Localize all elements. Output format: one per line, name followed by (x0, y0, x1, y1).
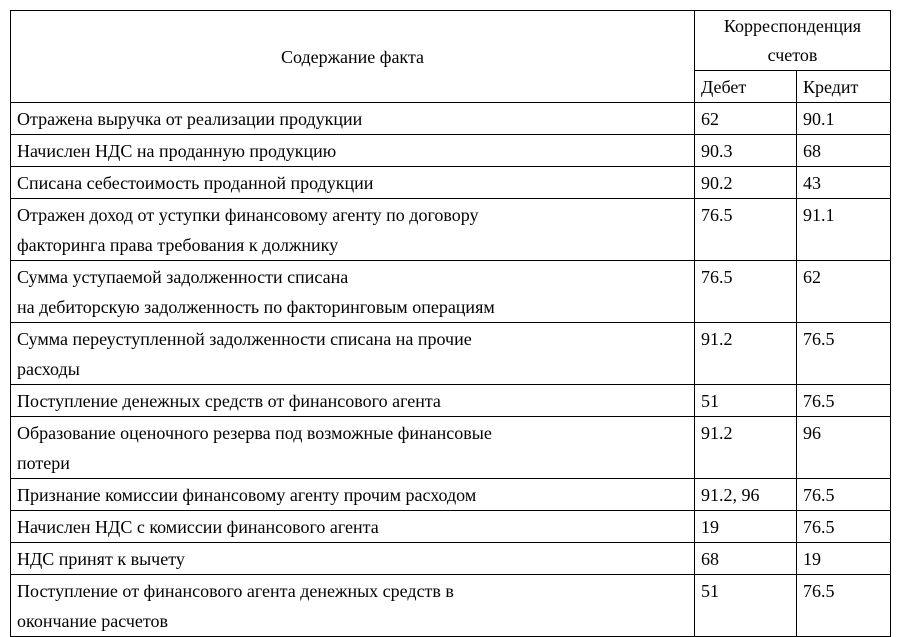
table-row (11, 385, 891, 417)
table-row (11, 103, 891, 135)
debit-cell: 62 (695, 103, 797, 135)
fact-line: Признание комиссии финансовому агенту прочим расходом (17, 485, 477, 505)
table-body (11, 103, 891, 637)
fact-cell (11, 323, 695, 385)
correspondence-column-header: Корреспонденция счетов (695, 11, 891, 71)
credit-column-header: Кредит (797, 71, 891, 103)
debit-cell: 91.2 (695, 323, 797, 385)
table-row (11, 323, 891, 385)
credit-cell: 76.5 (797, 575, 891, 637)
fact-line: Образование оценочного резерва под возможные финансовые (17, 423, 492, 443)
fact-cell (11, 167, 695, 199)
accounting-entries-table (10, 10, 891, 637)
credit-cell: 76.5 (797, 511, 891, 543)
credit-cell: 96 (797, 417, 891, 479)
table-row (11, 543, 891, 575)
fact-column-header: Содержание факта (11, 11, 695, 103)
debit-cell: 91.2, 96 (695, 479, 797, 511)
table-row (11, 417, 891, 479)
fact-cell (11, 417, 695, 479)
fact-line: на дебиторскую задолженность по факторинговым операциям (17, 297, 495, 317)
fact-cell (11, 543, 695, 575)
fact-line: Поступление денежных средств от финансового агента (17, 391, 441, 411)
debit-cell: 51 (695, 575, 797, 637)
credit-cell: 90.1 (797, 103, 891, 135)
fact-line: расходы (17, 359, 80, 379)
fact-line: Отражена выручка от реализации продукции (17, 109, 363, 129)
credit-cell: 43 (797, 167, 891, 199)
fact-line: факторинга права требования к должнику (17, 235, 339, 255)
debit-cell: 76.5 (695, 261, 797, 323)
fact-line: НДС принят к вычету (17, 549, 185, 569)
header-row (11, 11, 891, 71)
fact-cell (11, 261, 695, 323)
fact-cell (11, 135, 695, 167)
credit-cell: 19 (797, 543, 891, 575)
table-row (11, 511, 891, 543)
fact-line: Начислен НДС на проданную продукцию (17, 141, 337, 161)
debit-cell: 90.2 (695, 167, 797, 199)
fact-cell (11, 511, 695, 543)
credit-cell: 76.5 (797, 479, 891, 511)
table-row (11, 167, 891, 199)
fact-line: Отражен доход от уступки финансовому агенту по договору (17, 205, 479, 225)
debit-cell: 90.3 (695, 135, 797, 167)
fact-line: Поступление от финансового агента денежных средств в (17, 581, 454, 601)
debit-cell: 68 (695, 543, 797, 575)
table-row (11, 261, 891, 323)
table-row (11, 575, 891, 637)
credit-cell: 91.1 (797, 199, 891, 261)
credit-cell: 76.5 (797, 385, 891, 417)
fact-cell (11, 103, 695, 135)
fact-line: Сумма переуступленной задолженности списана на прочие (17, 329, 472, 349)
debit-cell: 19 (695, 511, 797, 543)
debit-column-header: Дебет (695, 71, 797, 103)
table-row (11, 479, 891, 511)
fact-line: Списана себестоимость проданной продукции (17, 173, 374, 193)
debit-cell: 51 (695, 385, 797, 417)
debit-cell: 91.2 (695, 417, 797, 479)
fact-line: окончание расчетов (17, 611, 169, 631)
credit-cell: 68 (797, 135, 891, 167)
fact-line: Сумма уступаемой задолженности списана (17, 267, 349, 287)
fact-cell (11, 199, 695, 261)
table-row (11, 135, 891, 167)
fact-line: Начислен НДС с комиссии финансового агента (17, 517, 379, 537)
debit-cell: 76.5 (695, 199, 797, 261)
credit-cell: 76.5 (797, 323, 891, 385)
fact-line: потери (17, 453, 70, 473)
fact-cell (11, 479, 695, 511)
credit-cell: 62 (797, 261, 891, 323)
table-header (11, 11, 891, 103)
fact-cell (11, 575, 695, 637)
fact-cell (11, 385, 695, 417)
table-row (11, 199, 891, 261)
